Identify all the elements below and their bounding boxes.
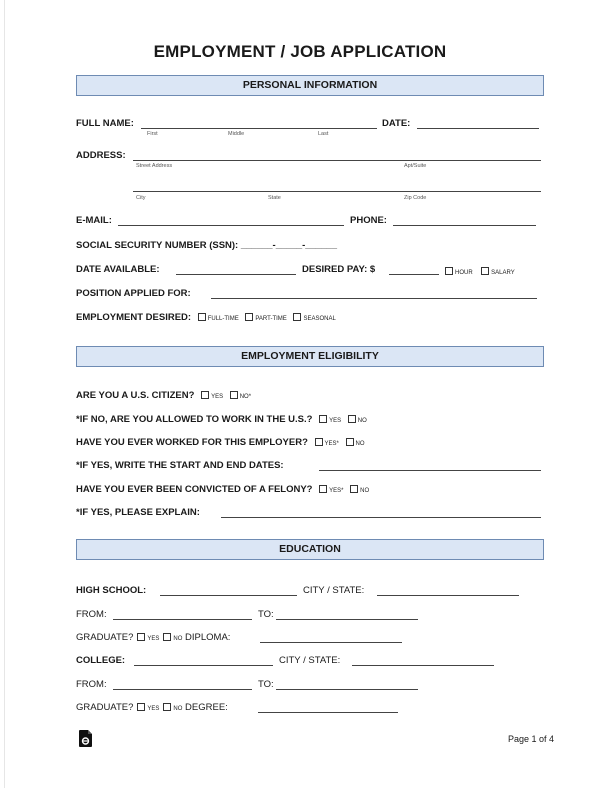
- section-employment-eligibility: EMPLOYMENT ELIGIBILITY: [76, 346, 544, 367]
- college-label: COLLEGE:: [76, 655, 126, 666]
- college-city-state-label: CITY / STATE:: [279, 655, 341, 666]
- first-sublabel: First: [147, 131, 158, 137]
- salary-checkbox[interactable]: [481, 267, 489, 275]
- part-time-checkbox[interactable]: [245, 313, 253, 321]
- worked-no-label: NO: [355, 441, 365, 447]
- citizen-yes-checkbox[interactable]: [201, 391, 209, 399]
- citizen-yes-label: YES: [211, 394, 224, 400]
- page-number: Page 1 of 4: [508, 734, 555, 744]
- desired-pay-label: DESIRED PAY: $: [302, 264, 376, 275]
- apt-sublabel: Apt/Suite: [404, 163, 427, 169]
- college-field[interactable]: [134, 665, 273, 666]
- college-graduate-label: GRADUATE?: [76, 702, 134, 713]
- employment-desired-label: [76, 312, 336, 325]
- college-to-label: TO:: [258, 679, 274, 690]
- college-city-state-field[interactable]: [352, 665, 494, 666]
- date-field[interactable]: [417, 128, 539, 129]
- document-logo-icon: [79, 730, 93, 752]
- felony-no-checkbox[interactable]: [350, 485, 358, 493]
- citizen-question: [76, 390, 251, 403]
- worked-yes-label: YES*: [324, 441, 339, 447]
- page-edge: [4, 0, 5, 788]
- street-address-field[interactable]: [133, 160, 541, 161]
- seasonal-label: SEASONAL: [303, 316, 336, 322]
- ssn-label: SOCIAL SECURITY NUMBER (SSN): ______-_____-______: [76, 240, 337, 251]
- full-time-checkbox[interactable]: [198, 313, 206, 321]
- hour-checkbox[interactable]: [445, 267, 453, 275]
- college-graduate-yes-label: YES: [147, 706, 160, 712]
- hs-graduate-yes-checkbox[interactable]: [137, 633, 145, 641]
- position-label: POSITION APPLIED FOR:: [76, 288, 191, 299]
- hs-graduate-no-checkbox[interactable]: [163, 633, 171, 641]
- middle-sublabel: Middle: [228, 131, 245, 137]
- college-from-label: FROM:: [76, 679, 107, 690]
- worked-text: HAVE YOU EVER WORKED FOR THIS EMPLOYER?: [76, 437, 308, 448]
- desired-pay-field[interactable]: [389, 274, 439, 275]
- employment-desired-text: EMPLOYMENT DESIRED:: [76, 312, 192, 323]
- zip-sublabel: Zip Code: [404, 195, 427, 201]
- citizen-no-checkbox[interactable]: [230, 391, 238, 399]
- felony-yes-label: YES*: [329, 488, 344, 494]
- full-name-field[interactable]: [141, 128, 377, 129]
- full-name-label: FULL NAME:: [76, 118, 134, 129]
- address-label: ADDRESS:: [76, 150, 126, 161]
- date-available-label: DATE AVAILABLE:: [76, 264, 160, 275]
- salary-label: SALARY: [491, 270, 515, 276]
- hs-from-field[interactable]: [113, 619, 252, 620]
- citizen-no-label: NO*: [239, 394, 252, 400]
- hs-graduate-no-label: NO: [173, 636, 183, 642]
- college-graduate-no-label: NO: [173, 706, 183, 712]
- allowed-yes-label: YES: [329, 418, 342, 424]
- hour-label: HOUR: [455, 270, 473, 276]
- felony-text: HAVE YOU EVER BEEN CONVICTED OF A FELONY?: [76, 484, 313, 495]
- full-time-label: FULL-TIME: [207, 316, 239, 322]
- city-state-zip-field[interactable]: [133, 191, 541, 192]
- date-available-field[interactable]: [176, 274, 296, 275]
- city-sublabel: City: [136, 195, 146, 201]
- college-graduate-row: [76, 702, 228, 715]
- seasonal-checkbox[interactable]: [293, 313, 301, 321]
- diploma-label: DIPLOMA:: [185, 632, 231, 643]
- email-field[interactable]: [118, 225, 344, 226]
- high-school-field[interactable]: [160, 595, 297, 596]
- hs-to-label: TO:: [258, 609, 274, 620]
- allowed-yes-checkbox[interactable]: [319, 415, 327, 423]
- worked-yes-checkbox[interactable]: [315, 438, 323, 446]
- phone-field[interactable]: [393, 225, 536, 226]
- date-label: DATE:: [382, 118, 411, 129]
- felony-question: [76, 484, 369, 497]
- allowed-question: [76, 414, 367, 427]
- college-from-field[interactable]: [113, 689, 252, 690]
- page-title: EMPLOYMENT / JOB APPLICATION: [153, 42, 447, 61]
- street-sublabel: Street Address: [136, 163, 173, 169]
- hs-graduate-label: GRADUATE?: [76, 632, 134, 643]
- hs-from-label: FROM:: [76, 609, 107, 620]
- allowed-no-label: NO: [357, 418, 367, 424]
- part-time-label: PART-TIME: [255, 316, 287, 322]
- explain-label: *IF YES, PLEASE EXPLAIN:: [76, 507, 200, 518]
- citizen-text: ARE YOU A U.S. CITIZEN?: [76, 390, 195, 401]
- email-label: E-MAIL:: [76, 215, 112, 226]
- last-sublabel: Last: [318, 131, 329, 137]
- degree-label: DEGREE:: [185, 702, 228, 713]
- allowed-text: *IF NO, ARE YOU ALLOWED TO WORK IN THE U.S.?: [76, 414, 313, 425]
- position-field[interactable]: [211, 298, 537, 299]
- felony-no-label: NO: [360, 488, 370, 494]
- hs-graduate-row: [76, 632, 230, 645]
- explain-field[interactable]: [221, 517, 541, 518]
- hs-city-state-label: CITY / STATE:: [303, 585, 365, 596]
- dates-field[interactable]: [319, 470, 541, 471]
- hs-to-field[interactable]: [276, 619, 418, 620]
- worked-question: [76, 437, 365, 450]
- college-to-field[interactable]: [276, 689, 418, 690]
- felony-yes-checkbox[interactable]: [319, 485, 327, 493]
- state-sublabel: State: [268, 195, 281, 201]
- section-personal-information: PERSONAL INFORMATION: [76, 75, 544, 96]
- worked-no-checkbox[interactable]: [346, 438, 354, 446]
- college-graduate-yes-checkbox[interactable]: [137, 703, 145, 711]
- dates-label: *IF YES, WRITE THE START AND END DATES:: [76, 460, 284, 471]
- hs-city-state-field[interactable]: [377, 595, 519, 596]
- high-school-label: HIGH SCHOOL:: [76, 585, 147, 596]
- section-education: EDUCATION: [76, 539, 544, 560]
- hs-graduate-yes-label: YES: [147, 636, 160, 642]
- college-graduate-no-checkbox[interactable]: [163, 703, 171, 711]
- allowed-no-checkbox[interactable]: [348, 415, 356, 423]
- diploma-field[interactable]: [260, 642, 402, 643]
- pay-type-options: [441, 264, 515, 279]
- degree-field[interactable]: [258, 712, 398, 713]
- phone-label: PHONE:: [350, 215, 387, 226]
